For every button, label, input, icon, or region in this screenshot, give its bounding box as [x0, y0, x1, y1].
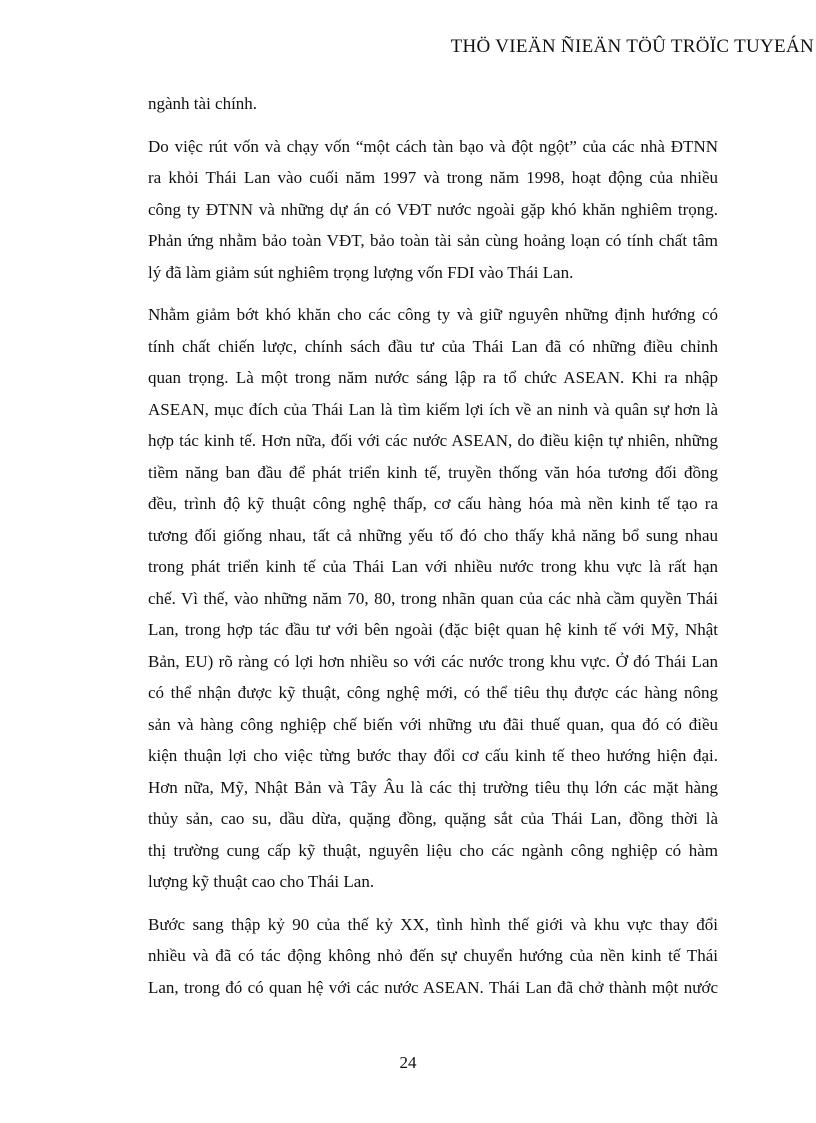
document-body	[148, 88, 718, 1003]
text-line: lý đã làm giảm sút nghiêm trọng lượng vốn FDI vào Thái Lan.	[148, 262, 574, 282]
text-line: ra khỏi Thái Lan vào cuối năm 1997 và trong năm 1998, hoạt động của nhiều	[148, 168, 718, 187]
text-line: sản và hàng công nghiệp chế biến với những ưu đãi thuế quan, qua đó có điều	[148, 714, 718, 734]
paragraph-4	[148, 909, 718, 1004]
page-number-text: 24	[399, 1053, 417, 1072]
text-line: Hơn nữa, Mỹ, Nhật Bản và Tây Âu là các thị trường tiêu thụ lớn các mặt hàng	[148, 777, 718, 797]
running-header	[0, 36, 816, 58]
page-number	[0, 1053, 816, 1073]
paragraph-1	[148, 88, 718, 120]
text-line: đều, trình độ kỹ thuật công nghệ thấp, cơ cấu hàng hóa mà nền kinh tế tạo ra	[148, 494, 718, 513]
text-line: tiềm năng ban đầu để phát triển kinh tế, truyền thống văn hóa tương đối đồng	[148, 462, 718, 482]
text-line: tương đối giống nhau, tất cả những yếu tố đó cho thấy khả năng bổ sung nhau	[148, 525, 718, 545]
text-line: Lan, trong hợp tác đầu tư với bên ngoài (đặc biệt quan hệ kinh tế với Mỹ, Nhật	[148, 620, 718, 639]
text-line: quan trọng. Là một trong năm nước sáng lập ra tổ chức ASEAN. Khi ra nhập	[148, 368, 718, 387]
text-line: hợp tác kinh tế. Hơn nữa, đối với các nước ASEAN, do điều kiện tự nhiên, những	[148, 431, 718, 450]
text-line: Bước sang thập kỷ 90 của thế kỷ XX, tình hình thế giới và khu vực thay đổi	[148, 914, 718, 934]
text-line: chế. Vì thế, vào những năm 70, 80, trong nhãn quan của các nhà cầm quyền Thái	[148, 588, 718, 608]
text-line: Nhằm giảm bớt khó khăn cho các công ty và giữ nguyên những định hướng có	[148, 305, 718, 324]
text-line: tính chất chiến lược, chính sách đầu tư của Thái Lan đã có những điều chỉnh	[148, 336, 718, 356]
text-line: kiện thuận lợi cho việc từng bước thay đổi cơ cấu kinh tế theo hướng hiện đại.	[148, 746, 718, 765]
text-line: Bản, EU) rõ ràng có lợi hơn nhiều so với các nước trong khu vực. Ở đó Thái Lan	[148, 651, 718, 671]
text-line: Phản ứng nhằm bảo toàn VĐT, bảo toàn tài sản cùng hoảng loạn có tính chất tâm	[148, 231, 718, 250]
text-line: lượng kỹ thuật cao cho Thái Lan.	[148, 872, 375, 891]
text-line: có thể nhận được kỹ thuật, công nghệ mới, có thể tiêu thụ được các hàng nông	[148, 683, 718, 702]
header-title: THÖ VIEÄN ÑIEÄN TÖÛ TRÖÏC TUYEÁN	[450, 36, 814, 57]
text-line: ASEAN, mục đích của Thái Lan là tìm kiếm lợi ích về an ninh và quân sự hơn là	[148, 399, 718, 419]
text-line: Do việc rút vốn và chạy vốn “một cách tàn bạo và đột ngột” của các nhà ĐTNN	[148, 136, 718, 156]
text-line: Lan, trong đó có quan hệ với các nước ASEAN. Thái Lan đã chở thành một nước	[148, 977, 718, 997]
text-line: công ty ĐTNN và những dự án có VĐT nước ngoài gặp khó khăn nghiêm trọng.	[148, 199, 718, 219]
text-line: ngành tài chính.	[148, 94, 258, 113]
text-line: nhiều và đã có tác động không nhỏ đến sự chuyển hướng của nền kinh tế Thái	[148, 946, 718, 965]
paragraph-3	[148, 299, 718, 898]
paragraph-2	[148, 131, 718, 289]
text-line: thủy sản, cao su, dầu dừa, quặng đồng, quặng sắt của Thái Lan, đồng thời là	[148, 809, 718, 828]
text-line: thị trường cung cấp kỹ thuật, nguyên liệu cho các ngành công nghiệp có hàm	[148, 840, 718, 860]
text-line: trong phát triển kinh tế của Thái Lan với nhiều nước trong khu vực là rất hạn	[148, 557, 718, 576]
